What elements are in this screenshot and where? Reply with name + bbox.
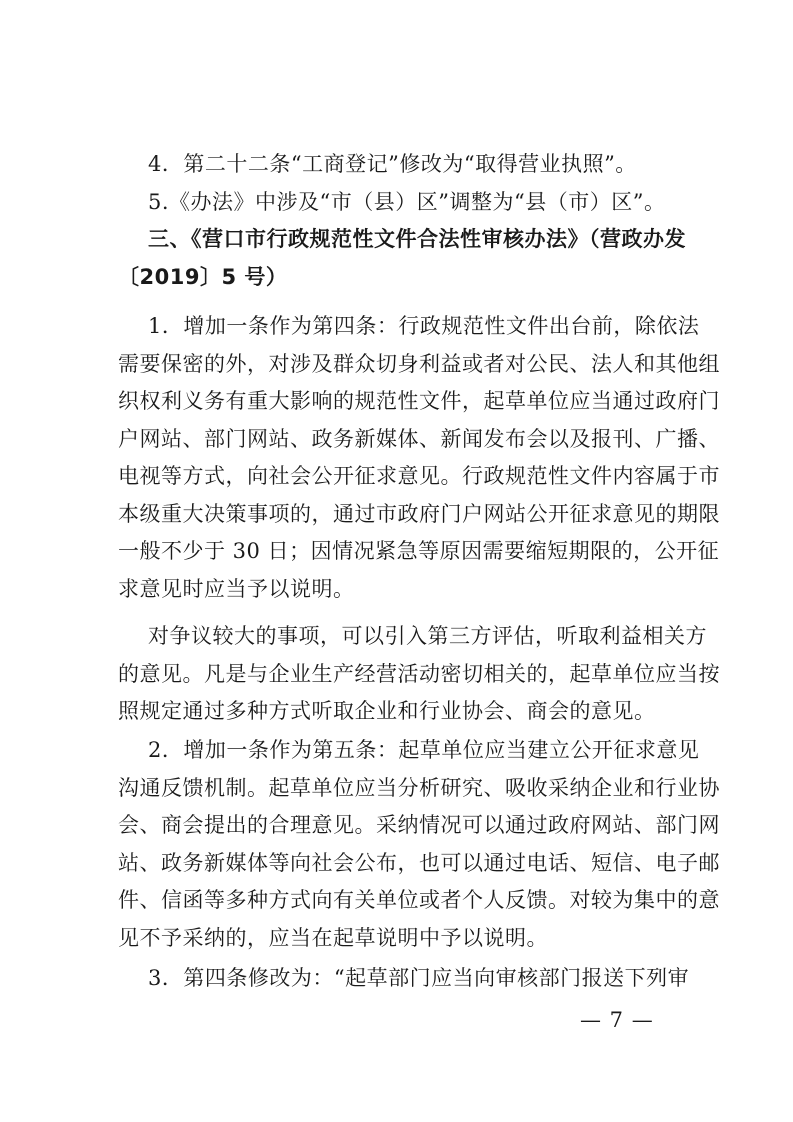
- paragraph-line: 户网站、部门网站、政务新媒体、新闻发布会以及报刊、广播、: [118, 426, 720, 451]
- paragraph-line: 照规定通过多种方式听取企业和行业协会、商会的意见。: [118, 699, 656, 723]
- paragraph-line: 本级重大决策事项的，通过市政府门户网站公开征求意见的期限: [118, 501, 720, 526]
- item-5-line: 5.《办法》中涉及“市（县）区”调整为“县（市）区”。: [148, 189, 666, 214]
- section-3-heading-line-2: 〔2019〕5 号）: [118, 264, 288, 289]
- paragraph-1: [118, 308, 720, 608]
- paragraph-line: 1．增加一条作为第四条：行政规范性文件出台前，除依法: [148, 314, 700, 338]
- paragraph-line: 一般不少于 30 日；因情况紧急等原因需要缩短期限的，公开征: [118, 539, 720, 563]
- paragraph-line: 站、政务新媒体等向社会公布，也可以通过电话、短信、电子邮: [118, 850, 720, 875]
- paragraph-line: 沟通反馈机制。起草单位应当分析研究、吸收采纳企业和行业协: [118, 775, 720, 800]
- paragraph-line: 2．增加一条作为第五条：起草单位应当建立公开征求意见: [148, 738, 700, 762]
- paragraph-line: 需要保密的外，对涉及群众切身利益或者对公民、法人和其他组: [118, 351, 720, 376]
- section-3-heading: [118, 221, 694, 296]
- paragraph-line: 会、商会提出的合理意见。采纳情况可以通过政府网站、部门网: [118, 813, 720, 837]
- paragraph-line: 求意见时应当予以说明。: [118, 576, 355, 601]
- item-4-line: 4．第二十二条“工商登记”修改为“取得营业执照”。: [148, 152, 637, 176]
- item-3-block: [118, 960, 694, 998]
- paragraph-line: 电视等方式，向社会公开征求意见。行政规范性文件内容属于市: [118, 464, 720, 488]
- paragraph-3: [118, 732, 720, 957]
- item-4-block: [118, 146, 694, 221]
- paragraph-line: 对争议较大的事项，可以引入第三方评估，听取利益相关方: [148, 624, 707, 648]
- page-number: — 7 —: [580, 1008, 654, 1032]
- paragraph-2: [118, 618, 720, 731]
- section-3-heading-line-1: 三、《营口市行政规范性文件合法性审核办法》（营政办发: [148, 227, 686, 251]
- paragraph-line: 的意见。凡是与企业生产经营活动密切相关的，起草单位应当按: [118, 661, 720, 686]
- paragraph-line: 件、信函等多种方式向有关单位或者个人反馈。对较为集中的意: [118, 888, 720, 912]
- paragraph-line: 织权利义务有重大影响的规范性文件，起草单位应当通过政府门: [118, 389, 720, 413]
- paragraph-line: 见不予采纳的，应当在起草说明中予以说明。: [118, 925, 548, 950]
- item-3-line: 3．第四条修改为：“起草部门应当向审核部门报送下列审: [148, 966, 690, 990]
